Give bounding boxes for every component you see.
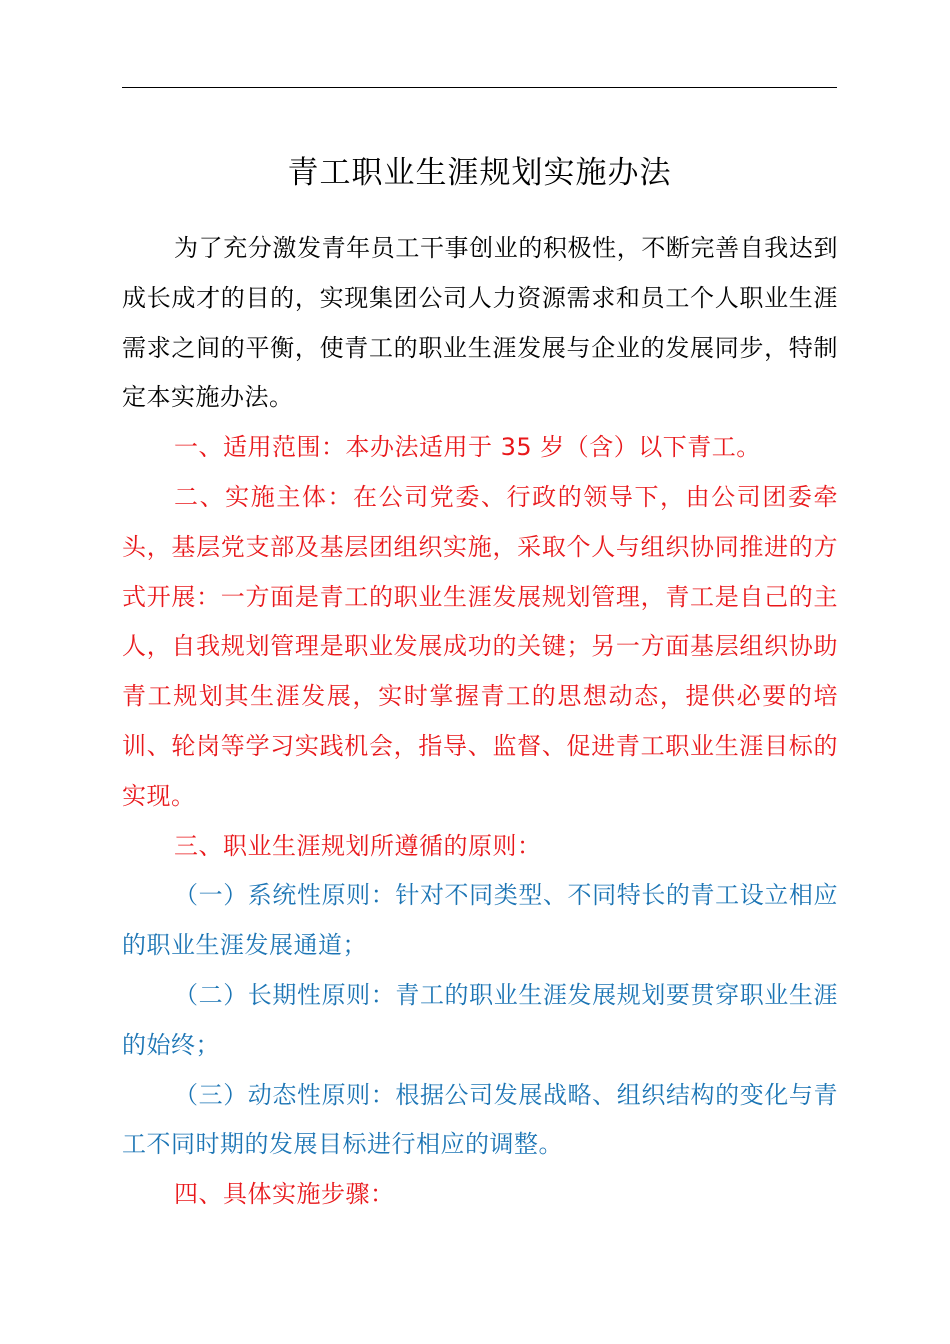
- section-principles-heading: 三、职业生涯规划所遵循的原则：: [174, 831, 542, 860]
- principle-dynamic: （三）动态性原则：根据公司发展战略、组织结构的变化与青工不同时期的发展目标进行相应的调整。: [122, 1080, 838, 1159]
- document-title: 青工职业生涯规划实施办法: [287, 155, 672, 191]
- section-scope: 一、适用范围：本办法适用于 35 岁（含）以下青工。: [174, 433, 761, 462]
- intro-paragraph: 为了充分激发青年员工干事创业的积极性，不断完善自我达到成长成才的目的，实现集团公司人力资源需求和员工个人职业生涯需求之间的平衡，使青工的职业生涯发展与企业的发展同步，特制定本实施办法。: [122, 234, 838, 412]
- section-steps-heading: 四、具体实施步骤：: [174, 1180, 395, 1209]
- document-body: [122, 224, 838, 1220]
- section-implementer: 二、实施主体：在公司党委、行政的领导下，由公司团委牵头，基层党支部及基层团组织实施，采取个人与组织协同推进的方式开展：一方面是青工的职业生涯发展规划管理，青工是自己的主人，自我规划管理是职业发展成功的关键；另一方面基层组织协助青工规划其生涯发展，实时掌握青工的思想动态，提供必要的培训、轮岗等学习实践机会，指导、监督、促进青工职业生涯目标的实现。: [122, 482, 838, 810]
- principle-long-term: （二）长期性原则：青工的职业生涯发展规划要贯穿职业生涯的始终；: [122, 980, 838, 1059]
- header-rule: [122, 87, 837, 88]
- principle-systematic: （一）系统性原则：针对不同类型、不同特长的青工设立相应的职业生涯发展通道；: [122, 881, 838, 960]
